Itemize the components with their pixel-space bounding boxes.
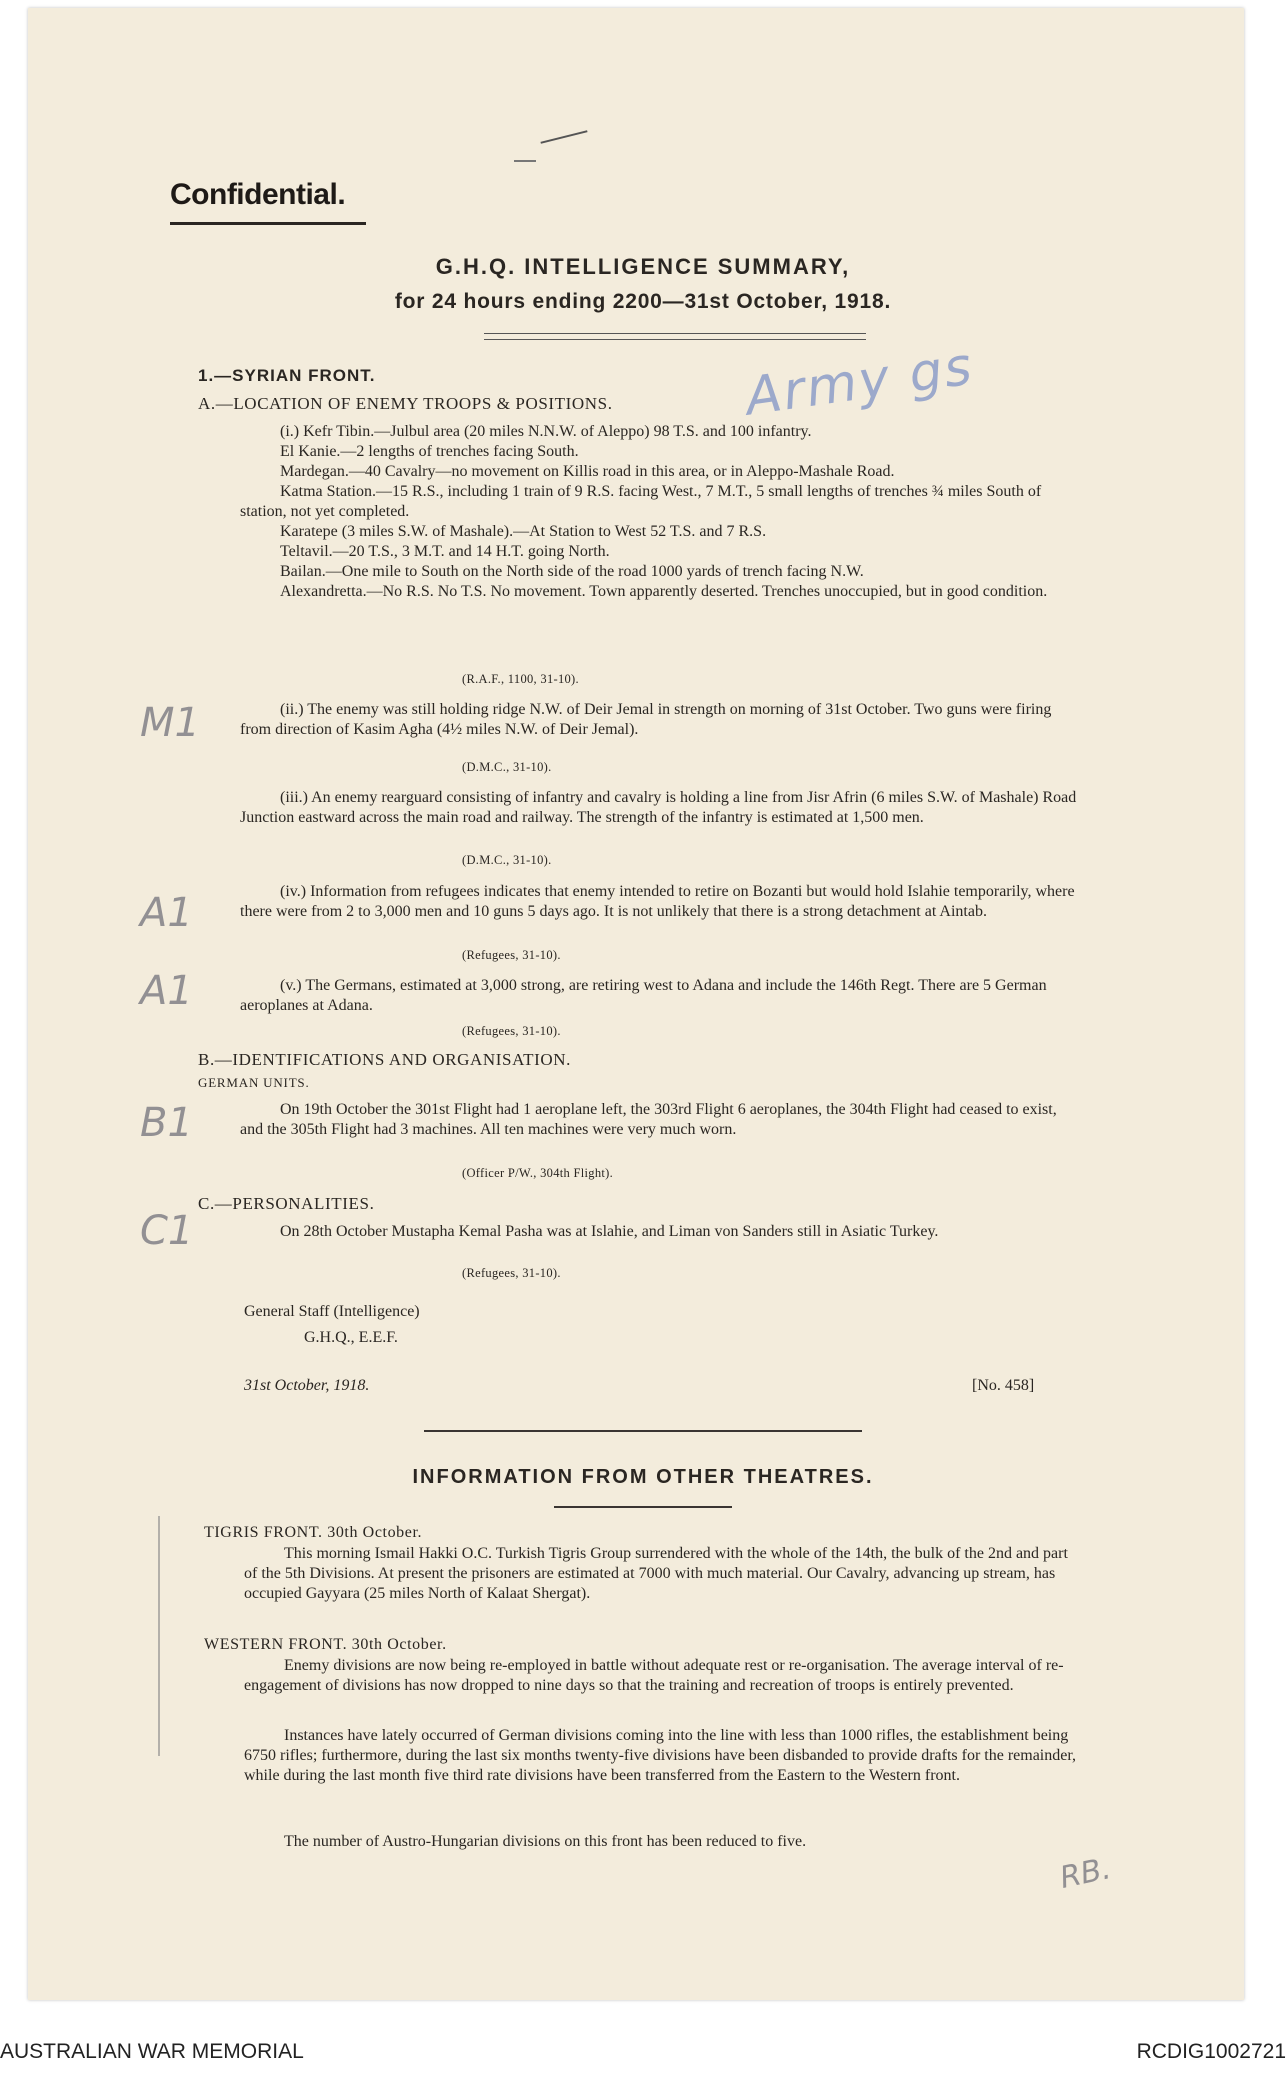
margin-note-b1: B1: [140, 1100, 193, 1146]
german-units-label: GERMAN UNITS.: [198, 1075, 310, 1090]
confidential-label: Confidential.: [170, 178, 346, 211]
western-paragraph-2: Instances have lately occurred of German divisions coming into the line with less than 1000 rifles, the establishment being 6750 rifles; furthermore, during the last six months twenty-five divisions have been disbanded to provide drafts for the remainder, while during the last month five third rate divisions have been transferred from the Eastern to the Western front.: [244, 1727, 1077, 1784]
document-title: G.H.Q. INTELLIGENCE SUMMARY,: [435, 254, 851, 279]
source-refugees-1: (Refugees, 31-10).: [462, 948, 561, 962]
footer-record-id: RCDIG1002721: [1136, 2040, 1286, 2063]
confidential-underline: [170, 222, 366, 225]
western-paragraph-1: Enemy divisions are now being re-employed in battle without adequate rest or re-organisation. The average interval of re-engagement of divisions has now dropped to nine days so that the training and recreation of troops is entirely prevented.: [244, 1657, 1064, 1694]
footer-institution: AUSTRALIAN WAR MEMORIAL: [0, 2040, 304, 2063]
handwritten-stamp: Army gs: [741, 336, 978, 428]
entry-katma: Katma Station.—15 R.S., including 1 train of 9 R.S. facing West., 7 M.T., 5 small lengths of trenches ¾ miles South of station, not yet completed.: [240, 483, 1042, 520]
issue-date: 31st October, 1918.: [244, 1377, 370, 1394]
location-entries: [240, 422, 1080, 602]
margin-note-m1: M1: [140, 700, 200, 746]
document-subtitle: for 24 hours ending 2200—31st October, 1918.: [394, 290, 892, 313]
source-officer-pw: (Officer P/W., 304th Flight).: [462, 1166, 614, 1180]
western-paragraph-3: The number of Austro-Hungarian divisions on this front has been reduced to five.: [284, 1833, 807, 1850]
paragraph-v: (v.) The Germans, estimated at 3,000 strong, are retiring west to Adana and include the 146th Regt. There are 5 German aeroplanes at Adana.: [240, 977, 1047, 1014]
margin-note-a1: A1: [140, 890, 193, 936]
pencil-mark: [514, 160, 536, 162]
subsection-a-heading: A.—LOCATION OF ENEMY TROOPS & POSITIONS.: [198, 394, 613, 413]
section-divider: [424, 1430, 862, 1432]
entry-el-kanie: El Kanie.—2 lengths of trenches facing South.: [280, 443, 579, 460]
subsection-b-heading: B.—IDENTIFICATIONS AND ORGANISATION.: [198, 1050, 571, 1069]
entry-alexandretta: Alexandretta.—No R.S. No T.S. No movement. Town apparently deserted. Trenches unoccupied, but in good condition.: [280, 583, 1048, 600]
paragraph-iv: (iv.) Information from refugees indicates that enemy intended to retire on Bozanti but would hold Islahie temporarily, where there were from 2 to 3,000 men and 10 guns 5 days ago. It is not unlikely that there is a strong detachment at Aintab.: [240, 883, 1075, 920]
subsection-c-heading: C.—PERSONALITIES.: [198, 1194, 375, 1213]
issue-number: [No. 458]: [972, 1377, 1035, 1394]
entry-kefr-tibin: (i.) Kefr Tibin.—Julbul area (20 miles N.N.W. of Aleppo) 98 T.S. and 100 infantry.: [280, 423, 812, 440]
section-heading-syrian: 1.—SYRIAN FRONT.: [198, 366, 376, 385]
paragraph-flights: On 19th October the 301st Flight had 1 aeroplane left, the 303rd Flight 6 aeroplanes, the 304th Flight had ceased to exist, and the 305th Flight had 3 machines. All ten machines were very much worn.: [240, 1101, 1057, 1138]
tigris-heading: TIGRIS FRONT. 30th October.: [204, 1524, 423, 1541]
heading-underline: [554, 1506, 732, 1508]
source-dmc-1: (D.M.C., 31-10).: [462, 760, 552, 774]
section-heading-other-theatres: INFORMATION FROM OTHER THEATRES.: [412, 1466, 874, 1488]
tigris-paragraph: This morning Ismail Hakki O.C. Turkish Tigris Group surrendered with the whole of the 14th, the bulk of the 2nd and part of the 5th Divisions. At present the prisoners are estimated at 7000 with much material. Our Cavalry, advancing up stream, has occupied Gayyara (25 miles North of Kalaat Shergat).: [244, 1545, 1068, 1602]
signature-line-1: General Staff (Intelligence): [244, 1303, 420, 1320]
source-dmc-2: (D.M.C., 31-10).: [462, 853, 552, 867]
signature-line-2: G.H.Q., E.E.F.: [304, 1329, 398, 1346]
paragraph-ii: (ii.) The enemy was still holding ridge N.W. of Deir Jemal in strength on morning of 31st October. Two guns were firing from direction of Kasim Agha (4½ miles N.W. of Deir Jemal).: [240, 701, 1052, 738]
margin-note-a2: A1: [140, 968, 193, 1014]
source-raf: (R.A.F., 1100, 31-10).: [462, 672, 579, 686]
western-heading: WESTERN FRONT. 30th October.: [204, 1636, 447, 1653]
margin-note-c1: C1: [140, 1208, 194, 1254]
handwritten-initials: RB.: [1056, 1851, 1115, 1896]
source-refugees-3: (Refugees, 31-10).: [462, 1266, 561, 1280]
entry-teltavil: Teltavil.—20 T.S., 3 M.T. and 14 H.T. going North.: [280, 543, 610, 560]
title-double-rule: [484, 333, 866, 340]
source-refugees-2: (Refugees, 31-10).: [462, 1024, 561, 1038]
paragraph-personalities: On 28th October Mustapha Kemal Pasha was at Islahie, and Liman von Sanders still in Asiatic Turkey.: [280, 1223, 939, 1240]
paragraph-iii: (iii.) An enemy rearguard consisting of infantry and cavalry is holding a line from Jisr Afrin (6 miles S.W. of Mashale) Road Junction eastward across the main road and railway. The strength of the infantry is estimated at 1,500 men.: [240, 789, 1077, 826]
entry-bailan: Bailan.—One mile to South on the North side of the road 1000 yards of trench facing N.W.: [280, 563, 864, 580]
entry-karatepe: Karatepe (3 miles S.W. of Mashale).—At Station to West 52 T.S. and 7 R.S.: [280, 523, 767, 540]
pencil-margin-line: [158, 1516, 160, 1756]
entry-mardegan: Mardegan.—40 Cavalry—no movement on Killis road in this area, or in Aleppo-Mashale Road.: [280, 463, 895, 480]
